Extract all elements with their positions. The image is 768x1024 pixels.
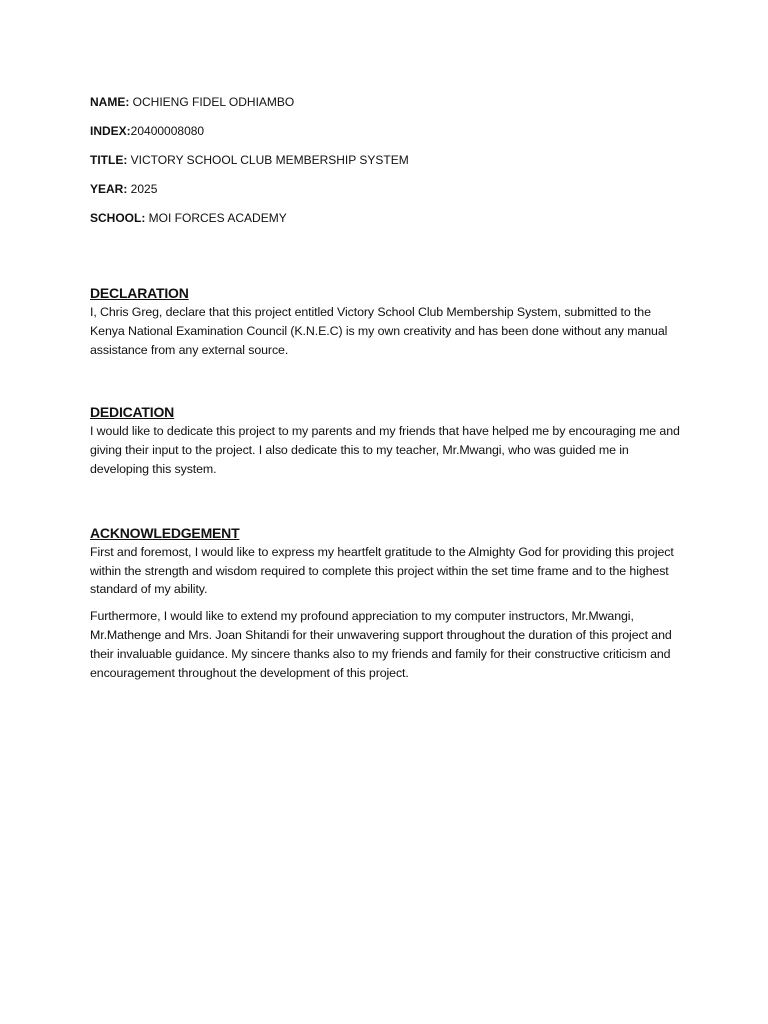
school-line	[90, 208, 680, 228]
dedication-text: I would like to dedicate this project to my parents and my friends that have helped me by encouraging me and giving their input to the project. I also dedicate this to my teacher, Mr.Mwangi, who was guided me in developing this system.	[90, 424, 680, 476]
title-value: VICTORY SCHOOL CLUB MEMBERSHIP SYSTEM	[127, 153, 409, 167]
index-label: INDEX:	[90, 124, 131, 138]
acknowledgement-paragraph-2: Furthermore, I would like to extend my profound appreciation to my computer instructors, Mr.Mwangi, Mr.Mathenge and Mrs. Joan Shitandi for their unwavering support throughout the duration of this project and their invaluable guidance. My sincere thanks also to my friends and family for their constructive criticism and encouragement throughout the development of this project.	[90, 609, 672, 680]
declaration-text: I, Chris Greg, declare that this project entitled Victory School Club Membership System, submitted to the Kenya National Examination Council (K.N.E.C) is my own creativity and has been done without any manual assistance from any external source.	[90, 305, 668, 357]
dedication-section	[90, 403, 680, 478]
name-label: NAME:	[90, 95, 130, 109]
name-value: OCHIENG FIDEL ODHIAMBO	[129, 95, 295, 109]
acknowledgement-paragraph-1: First and foremost, I would like to express my heartfelt gratitude to the Almighty God for providing this project within the strength and wisdom required to complete this project within the set time frame and to the highest standard of my ability.	[90, 544, 674, 597]
year-label: YEAR:	[90, 182, 128, 196]
student-info	[90, 92, 680, 228]
name-line	[90, 92, 680, 112]
dedication-heading: DEDICATION	[90, 404, 175, 421]
index-line	[90, 121, 680, 141]
index-value: 20400008080	[130, 124, 205, 138]
declaration-section	[90, 284, 680, 359]
acknowledgement-section	[90, 524, 680, 683]
acknowledgement-heading: ACKNOWLEDGEMENT	[90, 524, 240, 541]
year-value: 2025	[127, 182, 158, 196]
school-label: SCHOOL:	[90, 211, 146, 225]
year-line	[90, 179, 680, 199]
declaration-heading: DECLARATION	[90, 285, 189, 301]
title-line	[90, 150, 680, 170]
title-label: TITLE:	[90, 153, 128, 167]
school-value: MOI FORCES ACADEMY	[145, 211, 287, 225]
document-content	[90, 92, 680, 682]
